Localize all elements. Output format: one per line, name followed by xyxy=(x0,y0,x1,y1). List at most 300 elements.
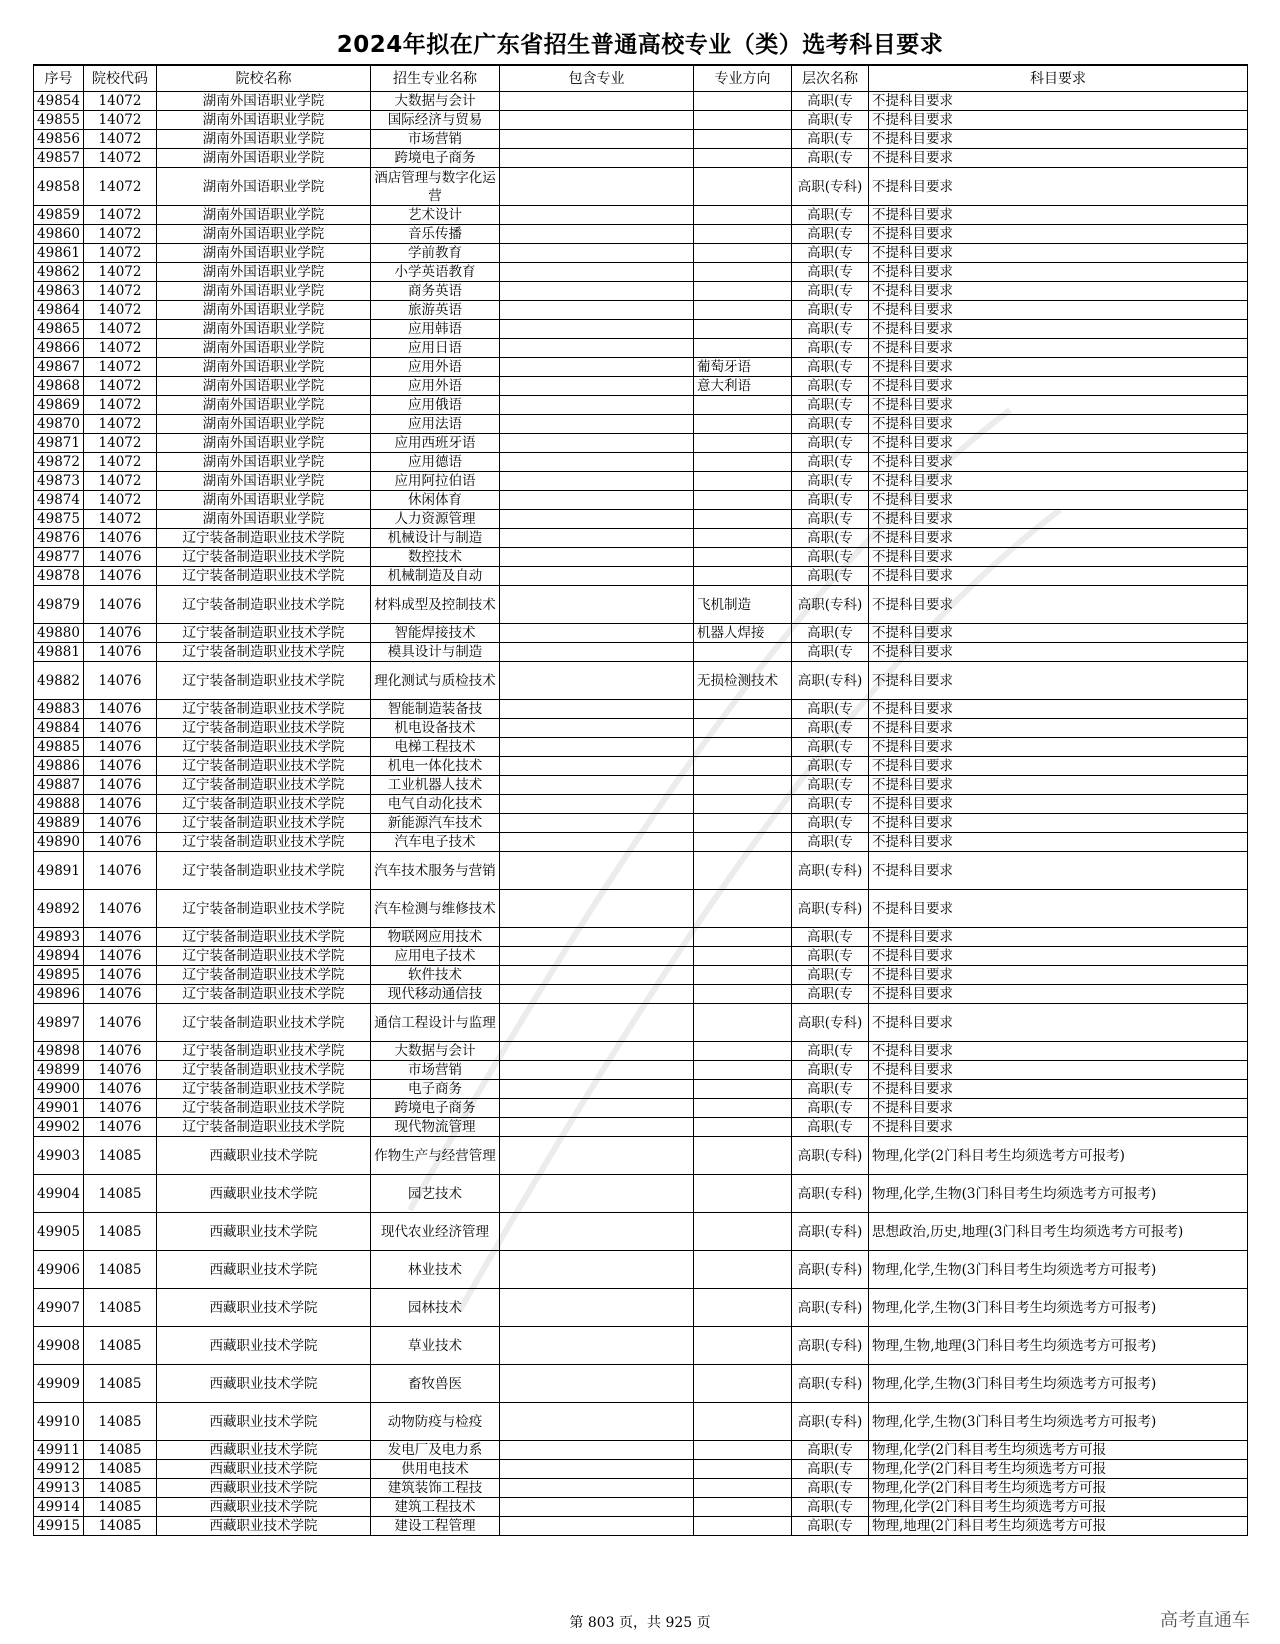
cell-included-majors xyxy=(500,624,694,643)
cell-level: 高职(专 xyxy=(792,1042,869,1061)
cell-school-code: 14076 xyxy=(84,586,157,624)
cell-direction xyxy=(694,1327,792,1365)
cell-subject-requirement: 不提科目要求 xyxy=(869,206,1248,225)
cell-serial: 49894 xyxy=(34,947,84,966)
cell-school-code: 14076 xyxy=(84,890,157,928)
table-row xyxy=(34,301,1248,320)
cell-serial: 49889 xyxy=(34,814,84,833)
cell-school-name: 湖南外国语职业学院 xyxy=(157,339,371,358)
cell-level: 高职(专 xyxy=(792,225,869,244)
cell-school-name: 辽宁装备制造职业技术学院 xyxy=(157,586,371,624)
cell-direction xyxy=(694,548,792,567)
cell-subject-requirement: 不提科目要求 xyxy=(869,776,1248,795)
cell-included-majors xyxy=(500,339,694,358)
cell-subject-requirement: 不提科目要求 xyxy=(869,301,1248,320)
cell-school-code: 14072 xyxy=(84,149,157,168)
cell-major-name: 市场营销 xyxy=(371,1061,500,1080)
cell-included-majors xyxy=(500,1137,694,1175)
cell-level: 高职(专科) xyxy=(792,1175,869,1213)
cell-school-name: 辽宁装备制造职业技术学院 xyxy=(157,529,371,548)
cell-direction: 飞机制造 xyxy=(694,586,792,624)
cell-level: 高职(专 xyxy=(792,434,869,453)
cell-school-code: 14085 xyxy=(84,1251,157,1289)
table-row xyxy=(34,567,1248,586)
cell-major-name: 建筑装饰工程技 xyxy=(371,1479,500,1498)
cell-subject-requirement: 不提科目要求 xyxy=(869,852,1248,890)
cell-major-name: 应用德语 xyxy=(371,453,500,472)
cell-serial: 49901 xyxy=(34,1099,84,1118)
cell-serial: 49895 xyxy=(34,966,84,985)
cell-subject-requirement: 不提科目要求 xyxy=(869,662,1248,700)
cell-level: 高职(专 xyxy=(792,1479,869,1498)
table-header-row xyxy=(34,65,1248,92)
cell-direction xyxy=(694,130,792,149)
cell-serial: 49877 xyxy=(34,548,84,567)
cell-school-code: 14085 xyxy=(84,1213,157,1251)
table-row xyxy=(34,1004,1248,1042)
cell-subject-requirement: 不提科目要求 xyxy=(869,586,1248,624)
cell-included-majors xyxy=(500,1213,694,1251)
cell-direction xyxy=(694,1080,792,1099)
cell-direction xyxy=(694,1479,792,1498)
cell-included-majors xyxy=(500,1289,694,1327)
cell-level: 高职(专 xyxy=(792,1080,869,1099)
cell-serial: 49881 xyxy=(34,643,84,662)
cell-level: 高职(专 xyxy=(792,320,869,339)
cell-school-code: 14076 xyxy=(84,833,157,852)
cell-direction: 机器人焊接 xyxy=(694,624,792,643)
cell-subject-requirement: 物理,化学(2门科目考生均须选考方可报 xyxy=(869,1441,1248,1460)
cell-school-code: 14072 xyxy=(84,130,157,149)
table-row xyxy=(34,1403,1248,1441)
cell-included-majors xyxy=(500,1004,694,1042)
cell-included-majors xyxy=(500,1403,694,1441)
table-row xyxy=(34,795,1248,814)
cell-level: 高职(专科) xyxy=(792,1327,869,1365)
cell-subject-requirement: 不提科目要求 xyxy=(869,1004,1248,1042)
cell-serial: 49872 xyxy=(34,453,84,472)
cell-school-code: 14076 xyxy=(84,966,157,985)
cell-serial: 49908 xyxy=(34,1327,84,1365)
cell-school-name: 辽宁装备制造职业技术学院 xyxy=(157,1080,371,1099)
cell-subject-requirement: 物理,化学,生物(3门科目考生均须选考方可报考) xyxy=(869,1403,1248,1441)
cell-level: 高职(专 xyxy=(792,206,869,225)
cell-direction xyxy=(694,643,792,662)
cell-direction xyxy=(694,1175,792,1213)
cell-level: 高职(专 xyxy=(792,624,869,643)
cell-level: 高职(专 xyxy=(792,1099,869,1118)
cell-subject-requirement: 不提科目要求 xyxy=(869,529,1248,548)
cell-school-code: 14072 xyxy=(84,472,157,491)
cell-school-code: 14072 xyxy=(84,358,157,377)
cell-serial: 49856 xyxy=(34,130,84,149)
cell-subject-requirement: 不提科目要求 xyxy=(869,1080,1248,1099)
cell-school-name: 辽宁装备制造职业技术学院 xyxy=(157,928,371,947)
cell-direction xyxy=(694,833,792,852)
cell-major-name: 应用韩语 xyxy=(371,320,500,339)
cell-serial: 49878 xyxy=(34,567,84,586)
cell-subject-requirement: 不提科目要求 xyxy=(869,339,1248,358)
cell-school-name: 湖南外国语职业学院 xyxy=(157,225,371,244)
cell-included-majors xyxy=(500,244,694,263)
cell-subject-requirement: 不提科目要求 xyxy=(869,225,1248,244)
cell-level: 高职(专科) xyxy=(792,662,869,700)
cell-major-name: 酒店管理与数字化运营 xyxy=(371,168,500,206)
column-header-serial: 序号 xyxy=(34,65,84,92)
table-row xyxy=(34,1289,1248,1327)
cell-level: 高职(专科) xyxy=(792,1251,869,1289)
cell-level: 高职(专科) xyxy=(792,586,869,624)
cell-serial: 49871 xyxy=(34,434,84,453)
cell-level: 高职(专 xyxy=(792,719,869,738)
cell-major-name: 软件技术 xyxy=(371,966,500,985)
table-row xyxy=(34,282,1248,301)
cell-direction xyxy=(694,1118,792,1137)
cell-direction xyxy=(694,453,792,472)
cell-included-majors xyxy=(500,396,694,415)
cell-major-name: 现代移动通信技 xyxy=(371,985,500,1004)
cell-school-name: 湖南外国语职业学院 xyxy=(157,92,371,111)
cell-serial: 49855 xyxy=(34,111,84,130)
cell-direction xyxy=(694,472,792,491)
cell-subject-requirement: 不提科目要求 xyxy=(869,567,1248,586)
cell-school-name: 辽宁装备制造职业技术学院 xyxy=(157,1042,371,1061)
cell-level: 高职(专科) xyxy=(792,1137,869,1175)
cell-level: 高职(专 xyxy=(792,567,869,586)
cell-school-code: 14076 xyxy=(84,567,157,586)
cell-direction: 葡萄牙语 xyxy=(694,358,792,377)
cell-level: 高职(专 xyxy=(792,339,869,358)
cell-major-name: 应用西班牙语 xyxy=(371,434,500,453)
table-row xyxy=(34,985,1248,1004)
cell-serial: 49899 xyxy=(34,1061,84,1080)
table-row xyxy=(34,92,1248,111)
table-row xyxy=(34,396,1248,415)
cell-school-name: 辽宁装备制造职业技术学院 xyxy=(157,624,371,643)
cell-school-code: 14076 xyxy=(84,643,157,662)
brand-watermark: 高考直通车 xyxy=(1160,1610,1250,1631)
cell-serial: 49862 xyxy=(34,263,84,282)
cell-school-code: 14085 xyxy=(84,1498,157,1517)
cell-school-name: 西藏职业技术学院 xyxy=(157,1517,371,1536)
table-row xyxy=(34,529,1248,548)
table-row xyxy=(34,339,1248,358)
cell-major-name: 机电设备技术 xyxy=(371,719,500,738)
cell-included-majors xyxy=(500,453,694,472)
table-row xyxy=(34,662,1248,700)
cell-subject-requirement: 物理,化学,生物(3门科目考生均须选考方可报考) xyxy=(869,1251,1248,1289)
cell-school-name: 辽宁装备制造职业技术学院 xyxy=(157,1099,371,1118)
cell-level: 高职(专科) xyxy=(792,890,869,928)
cell-level: 高职(专 xyxy=(792,1061,869,1080)
cell-included-majors xyxy=(500,567,694,586)
cell-included-majors xyxy=(500,377,694,396)
cell-included-majors xyxy=(500,662,694,700)
cell-school-code: 14076 xyxy=(84,624,157,643)
cell-level: 高职(专 xyxy=(792,700,869,719)
cell-school-code: 14076 xyxy=(84,1099,157,1118)
cell-included-majors xyxy=(500,548,694,567)
cell-included-majors xyxy=(500,1061,694,1080)
cell-serial: 49864 xyxy=(34,301,84,320)
cell-school-name: 湖南外国语职业学院 xyxy=(157,434,371,453)
cell-direction xyxy=(694,244,792,263)
cell-serial: 49905 xyxy=(34,1213,84,1251)
cell-subject-requirement: 物理,化学,生物(3门科目考生均须选考方可报考) xyxy=(869,1175,1248,1213)
table-row xyxy=(34,1441,1248,1460)
cell-level: 高职(专科) xyxy=(792,852,869,890)
cell-school-code: 14072 xyxy=(84,282,157,301)
cell-direction xyxy=(694,510,792,529)
table-row xyxy=(34,833,1248,852)
cell-serial: 49891 xyxy=(34,852,84,890)
cell-serial: 49896 xyxy=(34,985,84,1004)
cell-level: 高职(专 xyxy=(792,643,869,662)
cell-level: 高职(专 xyxy=(792,947,869,966)
cell-school-code: 14085 xyxy=(84,1327,157,1365)
cell-school-code: 14076 xyxy=(84,1118,157,1137)
cell-school-code: 14072 xyxy=(84,339,157,358)
cell-included-majors xyxy=(500,358,694,377)
cell-school-code: 14085 xyxy=(84,1175,157,1213)
cell-included-majors xyxy=(500,225,694,244)
cell-major-name: 小学英语教育 xyxy=(371,263,500,282)
table-row xyxy=(34,1327,1248,1365)
cell-subject-requirement: 不提科目要求 xyxy=(869,111,1248,130)
cell-subject-requirement: 物理,化学(2门科目考生均须选考方可报 xyxy=(869,1479,1248,1498)
cell-direction xyxy=(694,111,792,130)
cell-major-name: 工业机器人技术 xyxy=(371,776,500,795)
cell-included-majors xyxy=(500,643,694,662)
cell-subject-requirement: 不提科目要求 xyxy=(869,719,1248,738)
cell-major-name: 发电厂及电力系 xyxy=(371,1441,500,1460)
cell-level: 高职(专 xyxy=(792,377,869,396)
cell-level: 高职(专 xyxy=(792,548,869,567)
cell-major-name: 模具设计与制造 xyxy=(371,643,500,662)
cell-level: 高职(专 xyxy=(792,1441,869,1460)
column-header-major-name: 招生专业名称 xyxy=(371,65,500,92)
cell-major-name: 供用电技术 xyxy=(371,1460,500,1479)
cell-school-code: 14076 xyxy=(84,548,157,567)
cell-direction xyxy=(694,1289,792,1327)
cell-included-majors xyxy=(500,1365,694,1403)
page-title: 2024年拟在广东省招生普通高校专业（类）选考科目要求 xyxy=(336,32,944,58)
table-row xyxy=(34,852,1248,890)
cell-subject-requirement: 不提科目要求 xyxy=(869,453,1248,472)
cell-included-majors xyxy=(500,1327,694,1365)
cell-school-name: 湖南外国语职业学院 xyxy=(157,510,371,529)
cell-level: 高职(专科) xyxy=(792,1004,869,1042)
cell-subject-requirement: 不提科目要求 xyxy=(869,263,1248,282)
table-row xyxy=(34,700,1248,719)
cell-level: 高职(专 xyxy=(792,814,869,833)
cell-serial: 49868 xyxy=(34,377,84,396)
table-row xyxy=(34,1365,1248,1403)
cell-school-name: 湖南外国语职业学院 xyxy=(157,301,371,320)
cell-direction xyxy=(694,1213,792,1251)
cell-level: 高职(专 xyxy=(792,1517,869,1536)
cell-school-name: 西藏职业技术学院 xyxy=(157,1137,371,1175)
cell-major-name: 大数据与会计 xyxy=(371,1042,500,1061)
cell-school-code: 14076 xyxy=(84,700,157,719)
cell-level: 高职(专 xyxy=(792,1460,869,1479)
cell-level: 高职(专 xyxy=(792,282,869,301)
cell-school-code: 14076 xyxy=(84,814,157,833)
cell-major-name: 汽车电子技术 xyxy=(371,833,500,852)
cell-school-code: 14085 xyxy=(84,1289,157,1327)
cell-school-name: 辽宁装备制造职业技术学院 xyxy=(157,719,371,738)
cell-direction xyxy=(694,700,792,719)
cell-serial: 49900 xyxy=(34,1080,84,1099)
column-header-school-code: 院校代码 xyxy=(84,65,157,92)
cell-direction xyxy=(694,1365,792,1403)
cell-subject-requirement: 不提科目要求 xyxy=(869,130,1248,149)
cell-serial: 49880 xyxy=(34,624,84,643)
cell-school-name: 西藏职业技术学院 xyxy=(157,1251,371,1289)
cell-included-majors xyxy=(500,1099,694,1118)
table-row xyxy=(34,947,1248,966)
table-body xyxy=(34,92,1248,1536)
table-row xyxy=(34,776,1248,795)
cell-major-name: 音乐传播 xyxy=(371,225,500,244)
cell-school-code: 14085 xyxy=(84,1460,157,1479)
cell-included-majors xyxy=(500,757,694,776)
cell-school-code: 14072 xyxy=(84,320,157,339)
cell-major-name: 应用法语 xyxy=(371,415,500,434)
cell-school-name: 辽宁装备制造职业技术学院 xyxy=(157,852,371,890)
cell-major-name: 旅游英语 xyxy=(371,301,500,320)
cell-included-majors xyxy=(500,947,694,966)
cell-level: 高职(专 xyxy=(792,833,869,852)
cell-serial: 49887 xyxy=(34,776,84,795)
cell-serial: 49863 xyxy=(34,282,84,301)
table-row xyxy=(34,757,1248,776)
cell-included-majors xyxy=(500,168,694,206)
cell-included-majors xyxy=(500,1479,694,1498)
cell-direction xyxy=(694,1099,792,1118)
cell-major-name: 市场营销 xyxy=(371,130,500,149)
cell-subject-requirement: 物理,化学(2门科目考生均须选考方可报 xyxy=(869,1460,1248,1479)
cell-school-name: 辽宁装备制造职业技术学院 xyxy=(157,567,371,586)
table-row xyxy=(34,491,1248,510)
cell-major-name: 电子商务 xyxy=(371,1080,500,1099)
cell-school-name: 西藏职业技术学院 xyxy=(157,1365,371,1403)
cell-direction: 无损检测技术 xyxy=(694,662,792,700)
cell-major-name: 应用俄语 xyxy=(371,396,500,415)
cell-direction xyxy=(694,757,792,776)
cell-school-name: 湖南外国语职业学院 xyxy=(157,206,371,225)
cell-level: 高职(专科) xyxy=(792,168,869,206)
cell-included-majors xyxy=(500,795,694,814)
cell-school-code: 14085 xyxy=(84,1137,157,1175)
cell-serial: 49879 xyxy=(34,586,84,624)
cell-school-code: 14076 xyxy=(84,1061,157,1080)
cell-major-name: 应用外语 xyxy=(371,358,500,377)
table-row xyxy=(34,548,1248,567)
cell-school-code: 14072 xyxy=(84,396,157,415)
cell-direction xyxy=(694,1004,792,1042)
cell-included-majors xyxy=(500,738,694,757)
cell-level: 高职(专 xyxy=(792,928,869,947)
cell-school-name: 西藏职业技术学院 xyxy=(157,1403,371,1441)
cell-subject-requirement: 不提科目要求 xyxy=(869,491,1248,510)
cell-subject-requirement: 不提科目要求 xyxy=(869,700,1248,719)
cell-level: 高职(专 xyxy=(792,111,869,130)
cell-serial: 49883 xyxy=(34,700,84,719)
cell-school-code: 14076 xyxy=(84,757,157,776)
cell-subject-requirement: 不提科目要求 xyxy=(869,890,1248,928)
cell-included-majors xyxy=(500,890,694,928)
cell-level: 高职(专 xyxy=(792,149,869,168)
table-row xyxy=(34,1061,1248,1080)
cell-level: 高职(专 xyxy=(792,92,869,111)
cell-direction xyxy=(694,396,792,415)
table-row xyxy=(34,168,1248,206)
cell-subject-requirement: 物理,化学,生物(3门科目考生均须选考方可报考) xyxy=(869,1365,1248,1403)
cell-school-code: 14072 xyxy=(84,225,157,244)
cell-serial: 49874 xyxy=(34,491,84,510)
cell-direction xyxy=(694,168,792,206)
cell-serial: 49911 xyxy=(34,1441,84,1460)
cell-direction xyxy=(694,814,792,833)
cell-school-name: 辽宁装备制造职业技术学院 xyxy=(157,548,371,567)
cell-included-majors xyxy=(500,510,694,529)
cell-school-code: 14072 xyxy=(84,301,157,320)
cell-school-name: 西藏职业技术学院 xyxy=(157,1289,371,1327)
cell-school-name: 湖南外国语职业学院 xyxy=(157,263,371,282)
cell-subject-requirement: 不提科目要求 xyxy=(869,510,1248,529)
cell-serial: 49886 xyxy=(34,757,84,776)
table-row xyxy=(34,244,1248,263)
cell-level: 高职(专 xyxy=(792,453,869,472)
cell-school-code: 14072 xyxy=(84,434,157,453)
cell-direction xyxy=(694,738,792,757)
table-row xyxy=(34,719,1248,738)
table-row xyxy=(34,1213,1248,1251)
cell-major-name: 商务英语 xyxy=(371,282,500,301)
cell-major-name: 机电一体化技术 xyxy=(371,757,500,776)
cell-level: 高职(专 xyxy=(792,396,869,415)
cell-school-name: 辽宁装备制造职业技术学院 xyxy=(157,738,371,757)
cell-serial: 49861 xyxy=(34,244,84,263)
cell-major-name: 材料成型及控制技术 xyxy=(371,586,500,624)
cell-included-majors xyxy=(500,415,694,434)
cell-included-majors xyxy=(500,529,694,548)
cell-school-code: 14076 xyxy=(84,852,157,890)
cell-direction xyxy=(694,719,792,738)
cell-serial: 49904 xyxy=(34,1175,84,1213)
table-row xyxy=(34,1479,1248,1498)
cell-school-name: 辽宁装备制造职业技术学院 xyxy=(157,662,371,700)
cell-major-name: 智能制造装备技 xyxy=(371,700,500,719)
cell-school-name: 辽宁装备制造职业技术学院 xyxy=(157,1004,371,1042)
cell-serial: 49915 xyxy=(34,1517,84,1536)
cell-major-name: 艺术设计 xyxy=(371,206,500,225)
cell-school-code: 14076 xyxy=(84,776,157,795)
cell-school-code: 14072 xyxy=(84,168,157,206)
cell-direction xyxy=(694,149,792,168)
cell-subject-requirement: 不提科目要求 xyxy=(869,966,1248,985)
cell-included-majors xyxy=(500,434,694,453)
cell-school-name: 湖南外国语职业学院 xyxy=(157,149,371,168)
cell-major-name: 草业技术 xyxy=(371,1327,500,1365)
cell-school-name: 西藏职业技术学院 xyxy=(157,1213,371,1251)
table-row xyxy=(34,377,1248,396)
cell-major-name: 现代物流管理 xyxy=(371,1118,500,1137)
cell-serial: 49903 xyxy=(34,1137,84,1175)
cell-subject-requirement: 不提科目要求 xyxy=(869,985,1248,1004)
cell-school-name: 辽宁装备制造职业技术学院 xyxy=(157,1118,371,1137)
